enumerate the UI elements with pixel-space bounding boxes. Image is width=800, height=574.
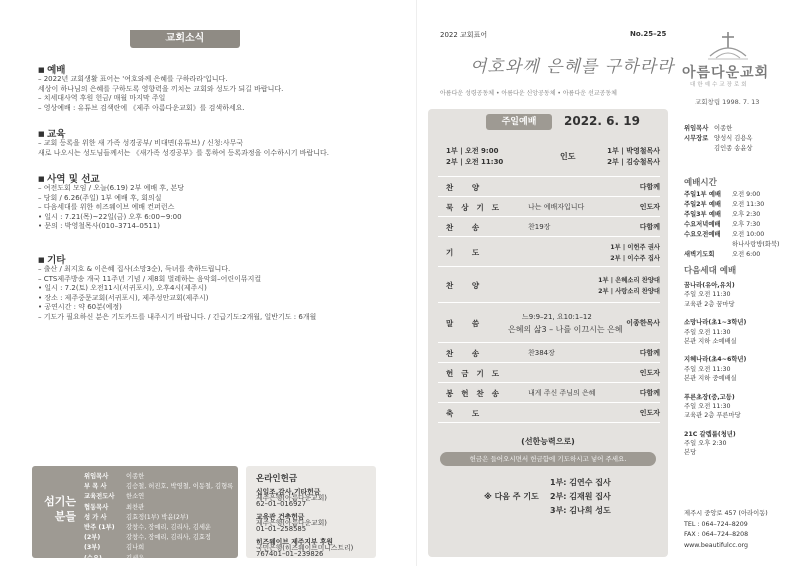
- address-line: TEL : 064–724–8209: [684, 520, 748, 528]
- next-gen-line: 꿈나라(유아,유치): [684, 282, 735, 289]
- worship-item-person: 1부 | 이헌주 권사: [610, 244, 660, 251]
- schedule-line: [684, 230, 764, 239]
- founded-date: 교회창립 1998. 7. 13: [695, 98, 760, 106]
- news-line: – 기도가 필요하신 분은 기도카드를 내주시기 바랍니다. / 긴급기도:2개월, 일반기도 : 6개월: [38, 313, 317, 321]
- worship-item-person: 다함께: [639, 183, 660, 191]
- staff-row: [84, 554, 233, 564]
- staff-names: 최찬관: [126, 503, 145, 511]
- staff-role: (3부): [84, 544, 101, 552]
- staff-row: [84, 482, 233, 492]
- schedule-name: 주일2부 예배: [684, 201, 721, 208]
- schedule-name: 주일3부 예배: [684, 211, 721, 218]
- worship-item-label: 기 도: [446, 248, 488, 257]
- next-gen-line: 주일 오전 11:30: [684, 291, 731, 299]
- staff-names: 강창수, 장예리, 김리사, 김효정: [126, 534, 212, 542]
- worship-item-row: [438, 267, 660, 303]
- staff-role: 협동목사: [84, 503, 109, 511]
- worship-item-content: 찬384장: [528, 349, 555, 357]
- worship-item-content: 찬19장: [528, 223, 551, 231]
- news-line: – 여전도회 모임 / 오늘(6.19) 2부 예배 후, 본당: [38, 184, 185, 192]
- worship-item-person: 2부 | 사랑소리 찬양대: [598, 288, 660, 295]
- online-offering-line: 제주은행(아름다운교회): [256, 519, 327, 527]
- service-2-leader: 2부 | 김승철목사: [607, 158, 660, 166]
- next-gen-line: 21C 갈렙룹(청년): [684, 430, 736, 438]
- service-1-time: 1부 | 오전 9:00: [446, 147, 499, 155]
- news-section-title: ■ 사역 및 선교: [38, 171, 100, 185]
- next-gen-line: 지혜나라(초4~6학년): [684, 356, 747, 364]
- service-times-row: [438, 139, 660, 177]
- online-offering-box: [246, 466, 376, 558]
- worship-item-row: [438, 177, 660, 197]
- church-name: 아름다운교회: [682, 65, 770, 81]
- pastor-line: [684, 124, 732, 133]
- worship-item-content: 느9:9–21, 요10:1–12: [522, 313, 592, 321]
- staff-role: 반주 (1부): [84, 524, 115, 532]
- worship-item-row: [438, 197, 660, 217]
- worship-item-person: 다함께: [639, 223, 660, 231]
- worship-item-person: 인도자: [639, 203, 660, 211]
- staff-row: [84, 492, 233, 502]
- schedule-line: [684, 250, 760, 259]
- news-section-title: ■ 교육: [38, 126, 65, 140]
- next-gen-title: 다음세대 예배: [684, 266, 737, 276]
- staff-box: [32, 466, 238, 572]
- address-line: www.beautifulcc.org: [684, 541, 749, 549]
- service-2-time: 2부 | 오전 11:30: [446, 158, 504, 166]
- worship-item-content: 은혜의 삶3 – 나를 이끄시는 은혜: [508, 325, 623, 334]
- news-line: – 영상예배 : 유튜브 검색란에 《제주 아름다운교회》를 검색하세요.: [38, 103, 245, 112]
- schedule-time: 오전 6:00: [732, 251, 761, 258]
- staff-names: 이종한: [126, 473, 145, 480]
- staff-names: 최선아(사무), 박성혜(관리): [126, 564, 201, 572]
- staff-row: [84, 472, 233, 482]
- news-section-title: ■ 예배: [38, 62, 65, 76]
- news-line: – 당회 / 6.26(주일) 1부 예배 후, 회의실: [38, 193, 162, 202]
- staff-role: (수요): [84, 554, 102, 562]
- worship-order-panel: [428, 109, 668, 557]
- next-gen-line: 본당: [684, 449, 697, 457]
- next-prayer-1: 1부: 김연수 집사: [550, 478, 611, 487]
- schedule-time: 오후 2:30: [732, 211, 761, 218]
- motto-label: 2022 교회표어: [440, 31, 488, 39]
- pastor-role: 위임목사: [684, 125, 709, 132]
- staff-names: 강창수, 장예리, 김리사, 김세운: [126, 524, 212, 532]
- next-gen-line: 주일 오후 2:30: [684, 440, 727, 448]
- staff-heading: 섬기는 분들: [44, 495, 76, 523]
- news-section-title: ■ 기타: [38, 252, 65, 266]
- pastor-name: 김인종 송윤상: [714, 145, 753, 152]
- news-title: 교회소식: [130, 30, 240, 48]
- staff-row: [84, 533, 233, 543]
- news-line: • 문의 : 박영철목사(010–3714–0511): [38, 222, 160, 231]
- online-offering-line: 히즈웨이브 제주지부 후원: [256, 537, 333, 546]
- benediction-note: (선한능력으로): [521, 437, 575, 446]
- issue-number: No.25–25: [630, 30, 667, 38]
- staff-role: (2부): [84, 534, 101, 542]
- news-line: • 공연시간 : 약 60분(예정): [38, 303, 122, 312]
- news-line: • 일시 : 7.21(목)~22일(금) 오후 6:00~9:00: [38, 212, 182, 221]
- next-prayer-3: 3부: 김나희 성도: [550, 506, 611, 515]
- next-gen-line: 푸른초장(중,고등): [684, 393, 735, 401]
- address-line: 제주시 중앙로 457 (아라이동): [684, 510, 768, 517]
- staff-names: 김나희: [126, 544, 145, 552]
- worship-item-content: 나는 예배자입니다: [528, 203, 585, 211]
- worship-item-label: 찬 양: [446, 183, 488, 192]
- next-gen-line: 주일 오전 11:30: [684, 365, 731, 373]
- worship-item-person: 다함께: [639, 389, 660, 397]
- worship-item-content: 내게 주신 주님의 은혜: [528, 389, 596, 397]
- schedule-time: 오전 10:00: [732, 231, 765, 238]
- news-line: • 장소 : 제주중문교회(서귀포시), 제주성안교회(제주시): [38, 293, 209, 302]
- schedule-name: 주일1부 예배: [684, 191, 721, 198]
- staff-role: 교육전도사: [84, 493, 115, 501]
- worship-item-person: 다함께: [639, 349, 660, 357]
- worship-item-person: 2부 | 이수주 집사: [610, 255, 660, 262]
- schedule-time: 오전 9:00: [732, 191, 761, 198]
- news-line: – 다음세대를 위한 히즈웨이브 예배 컨퍼런스: [38, 203, 175, 212]
- staff-names: 김세운: [126, 554, 145, 562]
- worship-item-person: 인도자: [639, 369, 660, 377]
- denomination: 대한예수교장로회: [690, 82, 749, 88]
- online-offering-line: 국민은행(히즈웨이브미니스트리): [256, 543, 354, 552]
- next-gen-line: 본관 지하 소예배실: [684, 337, 737, 345]
- online-offering-line: 62–01–016927: [256, 500, 307, 509]
- news-line: – 교회 등록을 위한 새 가족 성경공부/ 비대면(유튜브) / 신청:사무국: [38, 139, 244, 147]
- schedule-line: [684, 210, 760, 219]
- pastor-line: [684, 134, 753, 143]
- next-gen-line: 소망나라(초1~3학년): [684, 319, 747, 327]
- page-fold: [416, 0, 417, 566]
- news-line: – CTS제주방송 개국 11주년 기념 / 제8회 벌레하는 음악회–어린이뮤지컬: [38, 274, 262, 283]
- church-logo-icon: [706, 30, 750, 60]
- schedule-line: [684, 240, 780, 249]
- news-line: – 2022년 교회생활 표어는 '여호와께 은혜를 구하라라'입니다.: [38, 75, 228, 83]
- pastor-role: 시무장로: [684, 135, 709, 142]
- leader-label: 인도: [560, 152, 576, 161]
- worship-item-row: [438, 237, 660, 267]
- staff-row: [84, 543, 233, 553]
- schedule-line: [684, 190, 760, 199]
- staff-names: 김효정(1부) 박윤(2부): [126, 513, 189, 521]
- online-offering-line: 제주은행(아름다운교회): [256, 494, 327, 503]
- staff-role: 부 목 사: [84, 483, 107, 491]
- service-1-leader: 1부 | 박영철목사: [607, 147, 660, 155]
- schedule-line: [684, 200, 764, 209]
- staff-row: [84, 513, 233, 523]
- schedule-time: 오후 7:30: [732, 221, 761, 228]
- schedule-line: [684, 220, 760, 229]
- worship-date: 2022. 6. 19: [564, 114, 640, 128]
- next-gen-line: 주일 오전 11:30: [684, 402, 731, 410]
- pastor-line: [684, 144, 753, 153]
- online-offering-line: 01–01–258585: [256, 525, 307, 534]
- online-offering-line: 십일조,감사,기타헌금: [256, 488, 321, 496]
- staff-role: 위임목사: [84, 473, 109, 480]
- motto-subtitle: 아름다운 성령공동체 • 아름다운 신앙공동체 • 아름다운 선교공동체: [440, 90, 617, 97]
- worship-item-person: 이종한목사: [626, 319, 660, 327]
- online-offering-title: 온라인헌금: [256, 474, 298, 484]
- worship-item-row: [438, 217, 660, 237]
- online-offering-line: 교육관 건축헌금: [256, 512, 305, 521]
- staff-row: [84, 523, 233, 533]
- schedule-name: 수요저녁예배: [684, 221, 721, 228]
- pastor-name: 이종한: [714, 125, 733, 132]
- worship-item-label: 축 도: [446, 409, 488, 418]
- schedule-title: 예배시간: [684, 178, 717, 188]
- worship-tab: 주일예배: [486, 114, 552, 130]
- offering-note: 헌금은 들어오시면서 헌금함에 기도하시고 넣어 주세요.: [440, 452, 656, 466]
- worship-item-label: 묵상기도: [446, 203, 507, 212]
- worship-item-row: [438, 343, 660, 363]
- pastor-name: 양성식 김용옥: [714, 135, 753, 142]
- worship-item-row: [438, 403, 660, 423]
- worship-item-person: 1부 | 은혜소리 찬양대: [598, 277, 660, 284]
- staff-role: 간 사: [84, 564, 99, 572]
- news-line: 새로 나오시는 성도님들께서는 《새가족 성경공부》를 통하여 등록과정을 이수하시기 바랍니다.: [38, 148, 329, 157]
- worship-item-person: 인도자: [639, 409, 660, 417]
- next-prayer-label: ※ 다음 주 기도: [484, 492, 539, 501]
- next-gen-line: 교육관 2층 꿈마당: [684, 300, 735, 308]
- worship-item-label: 봉헌찬송: [446, 389, 507, 398]
- address-line: FAX : 064–724–8208: [684, 531, 749, 538]
- news-line: 세상이 하나님의 은혜를 구하도록 영향력을 끼치는 교회와 성도가 되길 바랍니다.: [38, 84, 284, 93]
- worship-item-label: 찬 송: [446, 223, 488, 232]
- next-gen-line: 본관 지하 중예배실: [684, 375, 737, 382]
- news-line: – 치세대사역 후원 헌금/ 매월 마지막 주일: [38, 94, 166, 103]
- worship-item-label: 찬 양: [446, 281, 488, 290]
- news-line: • 일시 : 7.2(토) 오전11시(서귀포시), 오후4시(제주시): [38, 284, 207, 293]
- worship-item-row: [438, 383, 660, 403]
- staff-row: [84, 503, 233, 513]
- worship-item-label: 찬 송: [446, 349, 488, 358]
- staff-role: 성 가 사: [84, 513, 107, 521]
- worship-item-row: [438, 303, 660, 343]
- worship-item-label: 헌금기도: [446, 369, 507, 378]
- news-line: – 출산 / 최지호 & 이은혜 집사(소망3순), 득녀를 축하드립니다.: [38, 265, 231, 273]
- staff-names: 김승철, 허진호, 박영철, 이동철, 김형록: [126, 483, 234, 491]
- schedule-time: 하나사랑방(화북): [732, 241, 780, 248]
- motto-slogan: 여호와께 은혜를 구하라라: [470, 57, 675, 77]
- staff-names: 한소연: [126, 493, 145, 501]
- staff-row: [84, 564, 233, 574]
- next-gen-line: 주일 오전 11:30: [684, 328, 731, 336]
- schedule-name: 수요오전예배: [684, 231, 721, 238]
- schedule-name: 새벽기도회: [684, 251, 715, 258]
- next-gen-line: 교육관 2층 푸른마당: [684, 412, 741, 420]
- next-prayer-2: 2부: 김재원 집사: [550, 492, 611, 501]
- schedule-time: 오전 11:30: [732, 201, 765, 208]
- worship-item-label: 말 씀: [446, 319, 488, 328]
- online-offering-line: 767401–01–239826: [256, 550, 324, 558]
- staff-list: [84, 472, 233, 574]
- worship-item-row: [438, 363, 660, 383]
